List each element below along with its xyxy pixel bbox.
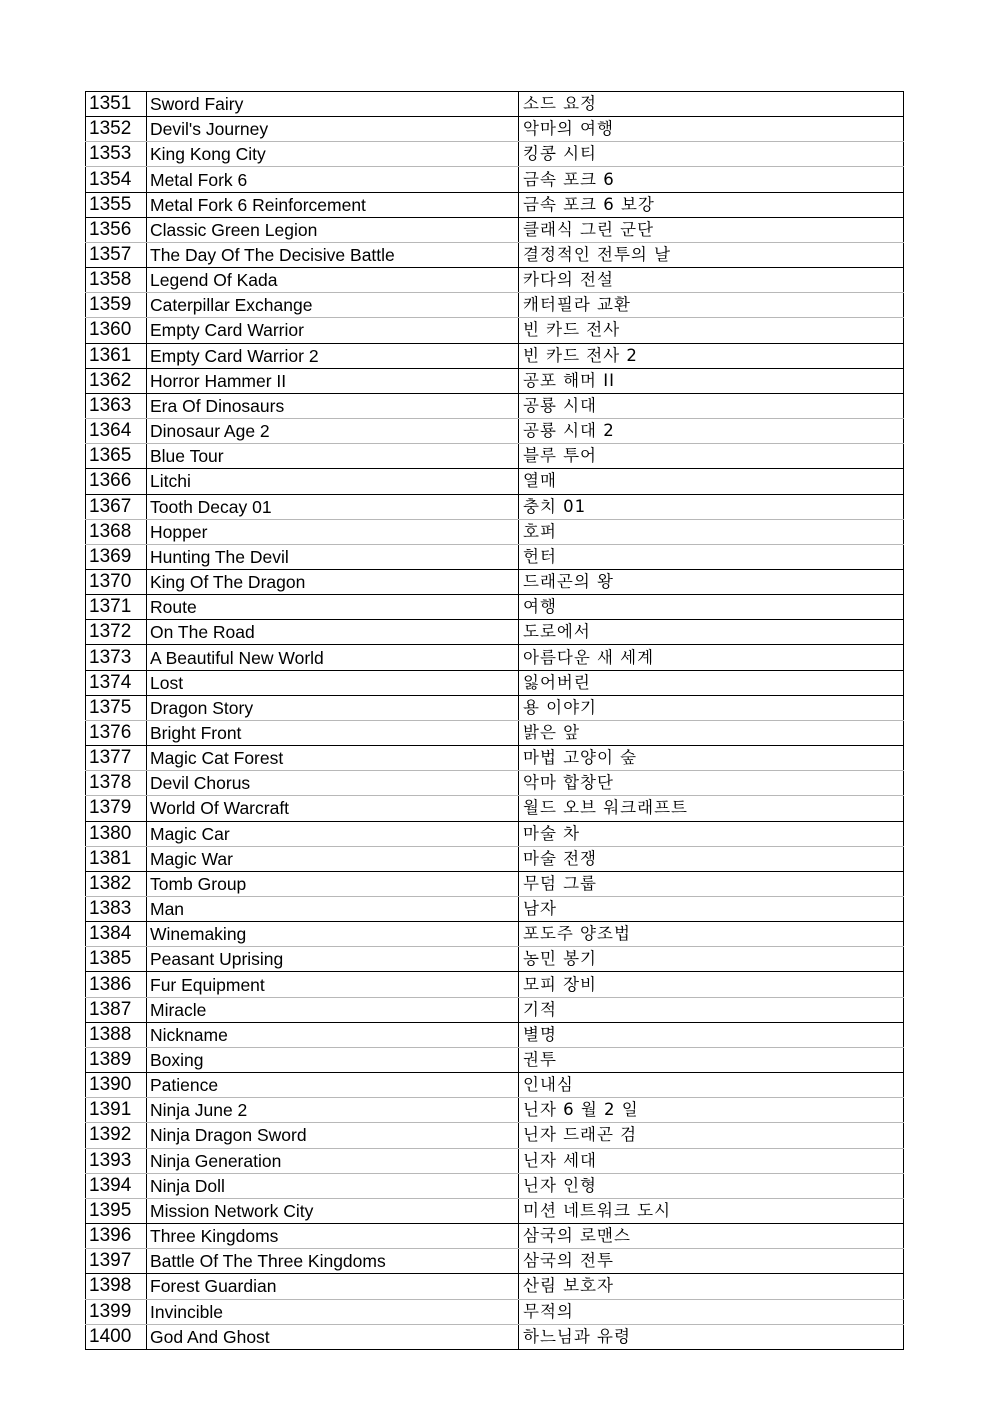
korean-title-cell: 무적의 (519, 1299, 904, 1324)
korean-title-cell: 빈 카드 전사 2 (519, 343, 904, 368)
english-title-cell: Three Kingdoms (147, 1224, 519, 1249)
table-row (86, 569, 904, 594)
table-row (86, 419, 904, 444)
english-title-cell: Nickname (147, 1022, 519, 1047)
table-row (86, 1274, 904, 1299)
table-row (86, 720, 904, 745)
english-title-cell: Ninja Generation (147, 1148, 519, 1173)
table-row (86, 1299, 904, 1324)
korean-title-cell: 빈 카드 전사 (519, 318, 904, 343)
korean-title-cell: 삼국의 로맨스 (519, 1224, 904, 1249)
table-row (86, 192, 904, 217)
table-row (86, 645, 904, 670)
row-number-cell: 1369 (86, 544, 147, 569)
english-title-cell: King Of The Dragon (147, 569, 519, 594)
english-title-cell: Man (147, 897, 519, 922)
table-row (86, 871, 904, 896)
row-number-cell: 1389 (86, 1047, 147, 1072)
english-title-cell: Magic Car (147, 821, 519, 846)
english-title-cell: Boxing (147, 1047, 519, 1072)
table-row (86, 92, 904, 117)
korean-title-cell: 마술 차 (519, 821, 904, 846)
row-number-cell: 1367 (86, 494, 147, 519)
english-title-cell: Miracle (147, 997, 519, 1022)
row-number-cell: 1351 (86, 92, 147, 117)
english-title-cell: Legend Of Kada (147, 268, 519, 293)
korean-title-cell: 킹콩 시티 (519, 142, 904, 167)
table-row (86, 544, 904, 569)
row-number-cell: 1370 (86, 569, 147, 594)
korean-title-cell: 악마 합창단 (519, 771, 904, 796)
row-number-cell: 1355 (86, 192, 147, 217)
row-number-cell: 1386 (86, 972, 147, 997)
english-title-cell: Lost (147, 670, 519, 695)
table-row (86, 746, 904, 771)
english-title-cell: Sword Fairy (147, 92, 519, 117)
korean-title-cell: 미션 네트워크 도시 (519, 1198, 904, 1223)
english-title-cell: Mission Network City (147, 1198, 519, 1223)
row-number-cell: 1387 (86, 997, 147, 1022)
korean-title-cell: 농민 봉기 (519, 947, 904, 972)
table-row (86, 1198, 904, 1223)
korean-title-cell: 마법 고양이 숲 (519, 746, 904, 771)
row-number-cell: 1357 (86, 242, 147, 267)
korean-title-cell: 열매 (519, 469, 904, 494)
table-row (86, 1324, 904, 1349)
korean-title-cell: 충치 01 (519, 494, 904, 519)
english-title-cell: Litchi (147, 469, 519, 494)
row-number-cell: 1376 (86, 720, 147, 745)
row-number-cell: 1377 (86, 746, 147, 771)
korean-title-cell: 결정적인 전투의 날 (519, 242, 904, 267)
table-row (86, 268, 904, 293)
row-number-cell: 1371 (86, 595, 147, 620)
row-number-cell: 1366 (86, 469, 147, 494)
row-number-cell: 1363 (86, 393, 147, 418)
korean-title-cell: 클래식 그린 군단 (519, 217, 904, 242)
korean-title-cell: 하느님과 유령 (519, 1324, 904, 1349)
english-title-cell: Blue Tour (147, 444, 519, 469)
english-title-cell: Patience (147, 1073, 519, 1098)
korean-title-cell: 잃어버린 (519, 670, 904, 695)
korean-title-cell: 캐터필라 교환 (519, 293, 904, 318)
english-title-cell: Peasant Uprising (147, 947, 519, 972)
english-title-cell: Devil's Journey (147, 117, 519, 142)
row-number-cell: 1382 (86, 871, 147, 896)
english-title-cell: Bright Front (147, 720, 519, 745)
row-number-cell: 1390 (86, 1073, 147, 1098)
table-row (86, 620, 904, 645)
row-number-cell: 1393 (86, 1148, 147, 1173)
english-title-cell: Tooth Decay 01 (147, 494, 519, 519)
table-row (86, 1022, 904, 1047)
korean-title-cell: 산림 보호자 (519, 1274, 904, 1299)
row-number-cell: 1375 (86, 695, 147, 720)
english-title-cell: Tomb Group (147, 871, 519, 896)
table-row (86, 1047, 904, 1072)
english-title-cell: Era Of Dinosaurs (147, 393, 519, 418)
korean-title-cell: 여행 (519, 595, 904, 620)
english-title-cell: Hunting The Devil (147, 544, 519, 569)
row-number-cell: 1360 (86, 318, 147, 343)
english-title-cell: Devil Chorus (147, 771, 519, 796)
english-title-cell: Ninja Dragon Sword (147, 1123, 519, 1148)
korean-title-cell: 헌터 (519, 544, 904, 569)
korean-title-cell: 도로에서 (519, 620, 904, 645)
table-row (86, 117, 904, 142)
table-row (86, 142, 904, 167)
table-row (86, 494, 904, 519)
row-number-cell: 1388 (86, 1022, 147, 1047)
table-row (86, 972, 904, 997)
table-row (86, 343, 904, 368)
korean-title-cell: 아름다운 새 세계 (519, 645, 904, 670)
table-row (86, 167, 904, 192)
row-number-cell: 1378 (86, 771, 147, 796)
english-title-cell: Classic Green Legion (147, 217, 519, 242)
table-row (86, 393, 904, 418)
korean-title-cell: 월드 오브 워크래프트 (519, 796, 904, 821)
korean-title-cell: 남자 (519, 897, 904, 922)
korean-title-cell: 별명 (519, 1022, 904, 1047)
row-number-cell: 1396 (86, 1224, 147, 1249)
row-number-cell: 1392 (86, 1123, 147, 1148)
korean-title-cell: 공룡 시대 2 (519, 419, 904, 444)
row-number-cell: 1400 (86, 1324, 147, 1349)
english-title-cell: Dragon Story (147, 695, 519, 720)
table-row (86, 695, 904, 720)
row-number-cell: 1391 (86, 1098, 147, 1123)
korean-title-cell: 닌자 드래곤 검 (519, 1123, 904, 1148)
english-title-cell: Fur Equipment (147, 972, 519, 997)
english-title-cell: World Of Warcraft (147, 796, 519, 821)
english-title-cell: Caterpillar Exchange (147, 293, 519, 318)
english-title-cell: Empty Card Warrior 2 (147, 343, 519, 368)
english-title-cell: Winemaking (147, 922, 519, 947)
row-number-cell: 1362 (86, 368, 147, 393)
korean-title-cell: 권투 (519, 1047, 904, 1072)
korean-title-cell: 인내심 (519, 1073, 904, 1098)
english-title-cell: King Kong City (147, 142, 519, 167)
table-row (86, 1123, 904, 1148)
korean-title-cell: 호퍼 (519, 519, 904, 544)
table-row (86, 318, 904, 343)
table-row (86, 670, 904, 695)
english-title-cell: Dinosaur Age 2 (147, 419, 519, 444)
table-row (86, 846, 904, 871)
row-number-cell: 1365 (86, 444, 147, 469)
english-title-cell: Ninja June 2 (147, 1098, 519, 1123)
english-title-cell: Metal Fork 6 Reinforcement (147, 192, 519, 217)
korean-title-cell: 닌자 세대 (519, 1148, 904, 1173)
row-number-cell: 1373 (86, 645, 147, 670)
row-number-cell: 1361 (86, 343, 147, 368)
english-title-cell: God And Ghost (147, 1324, 519, 1349)
english-title-cell: Hopper (147, 519, 519, 544)
row-number-cell: 1381 (86, 846, 147, 871)
table-row (86, 242, 904, 267)
table-row (86, 821, 904, 846)
row-number-cell: 1364 (86, 419, 147, 444)
row-number-cell: 1385 (86, 947, 147, 972)
table-row (86, 1073, 904, 1098)
english-title-cell: The Day Of The Decisive Battle (147, 242, 519, 267)
english-title-cell: Invincible (147, 1299, 519, 1324)
table-row (86, 922, 904, 947)
table-row (86, 1098, 904, 1123)
english-title-cell: Empty Card Warrior (147, 318, 519, 343)
english-title-cell: A Beautiful New World (147, 645, 519, 670)
korean-title-cell: 포도주 양조법 (519, 922, 904, 947)
korean-title-cell: 악마의 여행 (519, 117, 904, 142)
korean-title-cell: 모피 장비 (519, 972, 904, 997)
english-title-cell: Ninja Doll (147, 1173, 519, 1198)
row-number-cell: 1399 (86, 1299, 147, 1324)
english-title-cell: Battle Of The Three Kingdoms (147, 1249, 519, 1274)
korean-title-cell: 공포 해머 II (519, 368, 904, 393)
table-row (86, 796, 904, 821)
row-number-cell: 1379 (86, 796, 147, 821)
korean-title-cell: 금속 포크 6 보강 (519, 192, 904, 217)
table-row (86, 997, 904, 1022)
korean-title-cell: 용 이야기 (519, 695, 904, 720)
korean-title-cell: 삼국의 전투 (519, 1249, 904, 1274)
table-row (86, 293, 904, 318)
table-row (86, 1173, 904, 1198)
row-number-cell: 1368 (86, 519, 147, 544)
table-row (86, 1148, 904, 1173)
table-row (86, 897, 904, 922)
korean-title-cell: 밝은 앞 (519, 720, 904, 745)
english-title-cell: Route (147, 595, 519, 620)
row-number-cell: 1397 (86, 1249, 147, 1274)
row-number-cell: 1372 (86, 620, 147, 645)
korean-title-cell: 소드 요정 (519, 92, 904, 117)
row-number-cell: 1398 (86, 1274, 147, 1299)
row-number-cell: 1374 (86, 670, 147, 695)
table-body (86, 92, 904, 1350)
row-number-cell: 1395 (86, 1198, 147, 1223)
row-number-cell: 1352 (86, 117, 147, 142)
table-row (86, 771, 904, 796)
table-row (86, 595, 904, 620)
row-number-cell: 1354 (86, 167, 147, 192)
english-title-cell: Magic War (147, 846, 519, 871)
table-row (86, 1224, 904, 1249)
row-number-cell: 1380 (86, 821, 147, 846)
row-number-cell: 1383 (86, 897, 147, 922)
korean-title-cell: 블루 투어 (519, 444, 904, 469)
korean-title-cell: 닌자 6 월 2 일 (519, 1098, 904, 1123)
korean-title-cell: 공룡 시대 (519, 393, 904, 418)
korean-title-cell: 무덤 그룹 (519, 871, 904, 896)
table-row (86, 519, 904, 544)
table-row (86, 469, 904, 494)
korean-title-cell: 마술 전쟁 (519, 846, 904, 871)
korean-title-cell: 닌자 인형 (519, 1173, 904, 1198)
english-title-cell: Horror Hammer II (147, 368, 519, 393)
korean-title-cell: 기적 (519, 997, 904, 1022)
table-row (86, 444, 904, 469)
row-number-cell: 1384 (86, 922, 147, 947)
row-number-cell: 1394 (86, 1173, 147, 1198)
table-row (86, 217, 904, 242)
row-number-cell: 1356 (86, 217, 147, 242)
korean-title-cell: 드래곤의 왕 (519, 569, 904, 594)
table-row (86, 368, 904, 393)
row-number-cell: 1358 (86, 268, 147, 293)
english-title-cell: Magic Cat Forest (147, 746, 519, 771)
game-title-table (85, 91, 904, 1350)
english-title-cell: Forest Guardian (147, 1274, 519, 1299)
korean-title-cell: 금속 포크 6 (519, 167, 904, 192)
row-number-cell: 1353 (86, 142, 147, 167)
table-row (86, 1249, 904, 1274)
english-title-cell: On The Road (147, 620, 519, 645)
korean-title-cell: 카다의 전설 (519, 268, 904, 293)
row-number-cell: 1359 (86, 293, 147, 318)
table-row (86, 947, 904, 972)
english-title-cell: Metal Fork 6 (147, 167, 519, 192)
